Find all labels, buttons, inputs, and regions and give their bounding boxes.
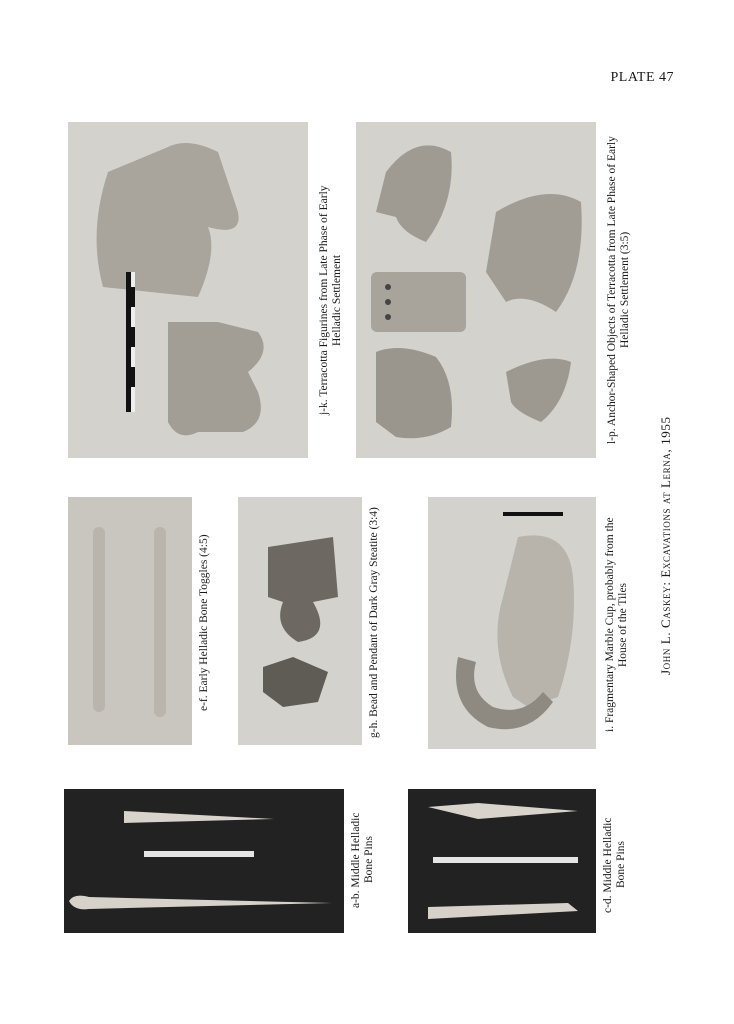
- pin-d: [428, 903, 578, 919]
- pin-a: [124, 811, 274, 823]
- bone-pins-cd-image: [408, 789, 596, 933]
- caption-c-d: c-d. Middle Helladic Bone Pins: [602, 817, 627, 913]
- caption-i: i. Fragmentary Marble Cup, probably from the House of the Tiles: [604, 517, 629, 733]
- caption-g-h: g-h. Bead and Pendant of Dark Gray Steatite (3:4): [368, 507, 380, 738]
- marble-cup-photo: [428, 497, 596, 749]
- plate-number: PLATE 47: [610, 70, 674, 85]
- scale-bar: [126, 272, 131, 412]
- pin-b: [69, 896, 332, 910]
- bone-pins-ab-photo: [64, 789, 344, 933]
- cup-body: [497, 535, 574, 707]
- figurine-j: [97, 143, 239, 297]
- pins-ab-scale: [144, 851, 254, 857]
- marble-cup-image: [428, 497, 596, 749]
- caption-e-f: e-f. Early Helladic Bone Toggles (4:5): [198, 534, 210, 711]
- running-head: John L. Caskey: Excavations at Lerna, 1955: [658, 416, 673, 675]
- pins-cd-scale: [433, 857, 578, 863]
- object-o: [486, 194, 582, 312]
- caption-a-b: a-b. Middle Helladic Bone Pins: [350, 812, 375, 908]
- bone-pins-ab-image: [64, 789, 344, 933]
- object-l: [376, 145, 452, 242]
- toggle-e: [93, 527, 105, 712]
- pin-c: [428, 803, 578, 819]
- caption-l-p: l-p. Anchor-Shaped Objects of Terracotta from Late Phase of Early Helladic Settlement (3:5): [606, 136, 631, 444]
- anchor-objects-photo: [356, 122, 596, 458]
- figurines-image: [68, 122, 308, 458]
- bone-pins-cd-photo: [408, 789, 596, 933]
- running-head-title: Excavations at Lerna, 1955: [658, 416, 673, 578]
- figurines-photo: [68, 122, 308, 458]
- object-p: [506, 359, 571, 422]
- pendant-g: [268, 537, 338, 642]
- toggle-f: [154, 527, 166, 717]
- running-head-author: John L. Caskey: [658, 585, 673, 675]
- object-n: [376, 348, 452, 438]
- toggles-image: [68, 497, 192, 745]
- cup-scale-bar: [503, 512, 563, 516]
- bead-pendant-image: [238, 497, 362, 745]
- anchor-objects-image: [356, 122, 596, 458]
- bead-h: [263, 657, 328, 707]
- figurine-k: [168, 322, 264, 435]
- bead-pendant-photo: [238, 497, 362, 745]
- toggles-photo: [68, 497, 192, 745]
- caption-j-k: j-k. Terracotta Figurines from Late Phase of Early Helladic Settlement: [318, 185, 343, 415]
